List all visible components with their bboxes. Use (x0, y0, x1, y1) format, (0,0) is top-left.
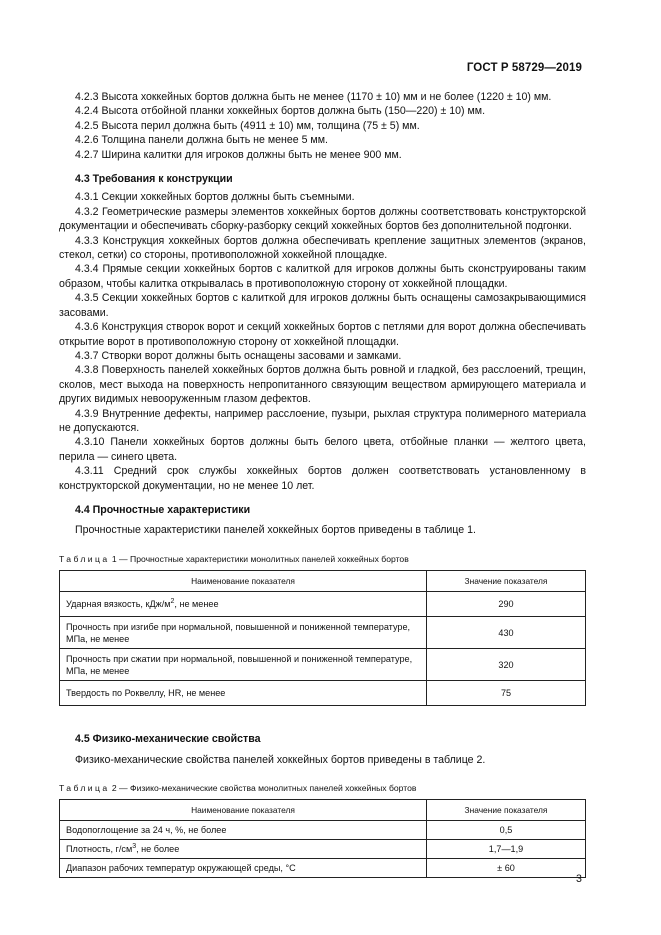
row-value: 1,7—1,9 (427, 840, 586, 859)
section-4-3-heading: 4.3 Требования к конструкции (75, 173, 233, 186)
superscript: 3 (132, 843, 137, 851)
column-header-name: Наименование показателя (60, 800, 427, 821)
row-name: Прочность при изгибе при нормальной, повышенной и пониженной температуре, МПа, не менее (60, 617, 427, 649)
table-row (60, 821, 586, 840)
section-4-5-heading: 4.5 Физико-механические свойства (75, 733, 261, 746)
row-name: Плотность, $г/см^3$, не более (60, 840, 427, 859)
paragraph-4-3-9: 4.3.9 Внутренние дефекты, например расслоение, пузыри, рыхлая структура полимерного материала не допускаются. (59, 407, 586, 434)
table-2-label: Таблица (59, 783, 110, 793)
paragraph-4-3-11: 4.3.11 Средний срок службы хоккейных бортов должен соответствовать установленному в конструкторской документации, но не менее 10 лет. (59, 465, 586, 492)
table-row (60, 840, 586, 859)
paragraph-4-3-5: 4.3.5 Секции хоккейных бортов с калиткой для игроков должны быть оснащены самозакрывающимися засовами. (59, 292, 586, 319)
row-value: ± 60 (427, 859, 586, 878)
table-1-label: Таблица (59, 553, 110, 564)
table-row (60, 592, 586, 617)
table-2-title: 2 — Физико-механические свойства монолитных панелей хоккейных бортов (109, 783, 417, 793)
paragraph-4-2-6: 4.2.6 Толщина панели должна быть не менее 5 мм. (75, 134, 328, 147)
paragraph-4-3-8: 4.3.8 Поверхность панелей хоккейных бортов должна быть ровной и гладкой, без расслоений, трещин, сколов, мест выхода на поверхность непропитанного связующим веществом армирующего материала и других видимых невооруженным глазом дефектов. (59, 364, 586, 406)
row-name: Диапазон рабочих температур окружающей среды, °C (60, 859, 427, 878)
table-row (60, 859, 586, 878)
table-row (60, 617, 586, 649)
table-1-caption (59, 552, 586, 566)
page-content (59, 90, 586, 878)
paragraph-4-2-5: 4.2.5 Высота перил должна быть (4911 ± 10) мм, толщина (75 ± 5) мм. (75, 119, 420, 132)
superscript: 2 (170, 598, 175, 606)
paragraph-4-3-4: 4.3.4 Прямые секции хоккейных бортов с калиткой для игроков должны быть сконструированы таким образом, чтобы калитка открывалась в противоположную сторону от хоккейной площадки. (59, 263, 586, 290)
standard-code-header: ГОСТ Р 58729—2019 (466, 62, 582, 74)
column-header-value: Значение показателя (427, 571, 586, 592)
column-header-value: Значение показателя (427, 800, 586, 821)
paragraph-4-3-2: 4.3.2 Геометрические размеры элементов хоккейных бортов должны соответствовать конструкторской документации и обеспечивать сборку-разборку секций хоккейных бортов без дополнительной подгонки. (59, 205, 586, 233)
paragraph-4-2-3: 4.2.3 Высота хоккейных бортов должна быть не менее (1170 ± 10) мм и не более (1220 ± 10) мм. (75, 91, 552, 103)
table-1-title: 1 — Прочностные характеристики монолитных панелей хоккейных бортов (109, 553, 409, 564)
section-4-4-intro: Прочностные характеристики панелей хоккейных бортов приведены в таблице 1. (75, 524, 476, 537)
row-value: 290 (427, 592, 586, 617)
paragraph-4-2-4: 4.2.4 Высота отбойной планки хоккейных бортов должна быть (150—220) ± 10) мм. (75, 105, 486, 118)
row-value: 0,5 (427, 821, 586, 840)
row-value: 430 (427, 617, 586, 649)
paragraph-4-3-7: 4.3.7 Створки ворот должны быть оснащены засовами и замками. (75, 349, 402, 362)
row-value: 75 (427, 681, 586, 706)
table-row (60, 681, 586, 706)
table-header-row (60, 571, 586, 592)
paragraph-4-2-7: 4.2.7 Ширина калитки для игроков должны быть не менее 900 мм. (75, 148, 402, 161)
section-4-5-intro: Физико-механические свойства панелей хоккейных бортов приведены в таблице 2. (75, 753, 486, 766)
row-value: 320 (427, 649, 586, 681)
row-name: Твердость по Роквеллу, HR, не менее (60, 681, 427, 706)
paragraph-4-3-10: 4.3.10 Панели хоккейных бортов должны быть белого цвета, отбойные планки — желтого цвета, перила — синего цвета. (59, 436, 586, 463)
paragraph-4-3-6: 4.3.6 Конструкция створок ворот и секций хоккейных бортов с петлями для ворот должна обеспечивать открытие ворот в противоположную сторону от хоккейной площадки. (59, 321, 586, 348)
table-2-caption (59, 781, 586, 795)
paragraph-4-3-3: 4.3.3 Конструкция хоккейных бортов должна обеспечивать крепление защитных элементов (экранов, стекол, сетки) со стороны, противоположной хоккейной площадке. (59, 234, 586, 262)
table-header-row (60, 800, 586, 821)
row-name: Водопоглощение за 24 ч, %, не более (60, 821, 427, 840)
table-1 (59, 570, 586, 706)
page-number: 3 (576, 873, 582, 885)
column-header-name: Наименование показателя (60, 571, 427, 592)
table-2 (59, 799, 586, 878)
row-name: Прочность при сжатии при нормальной, повышенной и пониженной температуре, МПа, не менее (60, 649, 427, 681)
paragraph-4-3-1: 4.3.1 Секции хоккейных бортов должны быть съемными. (75, 191, 355, 204)
row-name: Ударная вязкость, кДж/$м^2$, не менее (60, 592, 427, 617)
section-4-4-heading: 4.4 Прочностные характеристики (75, 503, 251, 516)
table-row (60, 649, 586, 681)
